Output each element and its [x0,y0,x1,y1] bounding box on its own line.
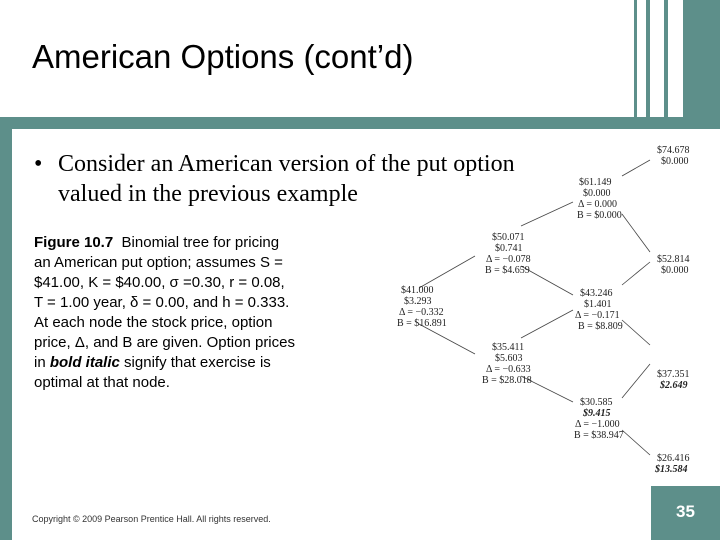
bullet-text: Consider an American version of the put option valued in the previous example [58,151,515,207]
node-down-bond: B = $28.018 [482,375,532,386]
node-root-bond: B = $16.891 [397,318,447,329]
node-root-price: $41.000 [401,285,434,296]
node-uu-option: $0.000 [583,188,611,199]
tree-branch [622,160,650,176]
node-dd-option: $9.415 [583,408,611,419]
caption-text: Binomial tree for pricing an American put option; assumes S = $41.00, K = $40.00, σ =0.30, r = 0.08, T = 1.00 year, δ = 0.00, and h = 0.333. At each node the stock price, option price, Δ, and B are given. Option prices in [34,234,295,371]
node-up-price: $50.071 [492,232,525,243]
node-up-delta: Δ = −0.078 [486,254,531,265]
node-ddd-option: $13.584 [655,464,688,475]
tree-branch [622,364,650,398]
node-dd-bond: B = $38.947 [574,430,624,441]
page-number: 35 [676,502,695,521]
node-uud-price: $52.814 [657,254,690,265]
node-dd-price: $30.585 [580,397,613,408]
bullet-dot: • [34,151,43,177]
slide-title: American Options (cont’d) [32,38,414,75]
tree-branch [622,262,650,285]
node-ud-bond: B = $8.809 [578,321,623,332]
node-root-option: $3.293 [404,296,432,307]
node-up-option: $0.741 [495,243,523,254]
node-root-delta: Δ = −0.332 [399,307,444,318]
node-uu-bond: B = $0.000 [577,210,622,221]
tree-branch [622,430,650,455]
tree-branch [419,256,475,288]
node-up-bond: B = $4.659 [485,265,530,276]
node-down-delta: Δ = −0.633 [486,364,531,375]
node-ud-option: $1.401 [584,299,612,310]
node-udd-price: $37.351 [657,369,690,380]
tree-branch [622,320,650,345]
node-down-price: $35.411 [492,342,525,353]
node-dd-delta: Δ = −1.000 [575,419,620,430]
caption-emphasis: bold italic [49,354,120,371]
node-ddd-price: $26.416 [657,453,690,464]
node-uuu-option: $0.000 [661,156,689,167]
node-uud-option: $0.000 [661,265,689,276]
node-uu-delta: Δ = 0.000 [578,199,618,210]
figure-label: Figure 10.7 [34,234,114,251]
caption-tail: signify that exercise is optimal at that node. [34,354,271,391]
node-ud-price: $43.246 [580,288,613,299]
node-udd-option: $2.649 [660,380,688,391]
node-down-option: $5.603 [495,353,523,364]
page-number-box [651,486,720,540]
node-uuu-price: $74.678 [657,145,690,156]
copyright-notice: Copyright © 2009 Pearson Prentice Hall. All rights reserved. [32,514,271,524]
tree-branch [521,310,573,338]
node-ud-delta: Δ = −0.171 [575,310,620,321]
node-uu-price: $61.149 [579,177,612,188]
tree-branch [521,202,573,226]
tree-branch [622,214,650,252]
